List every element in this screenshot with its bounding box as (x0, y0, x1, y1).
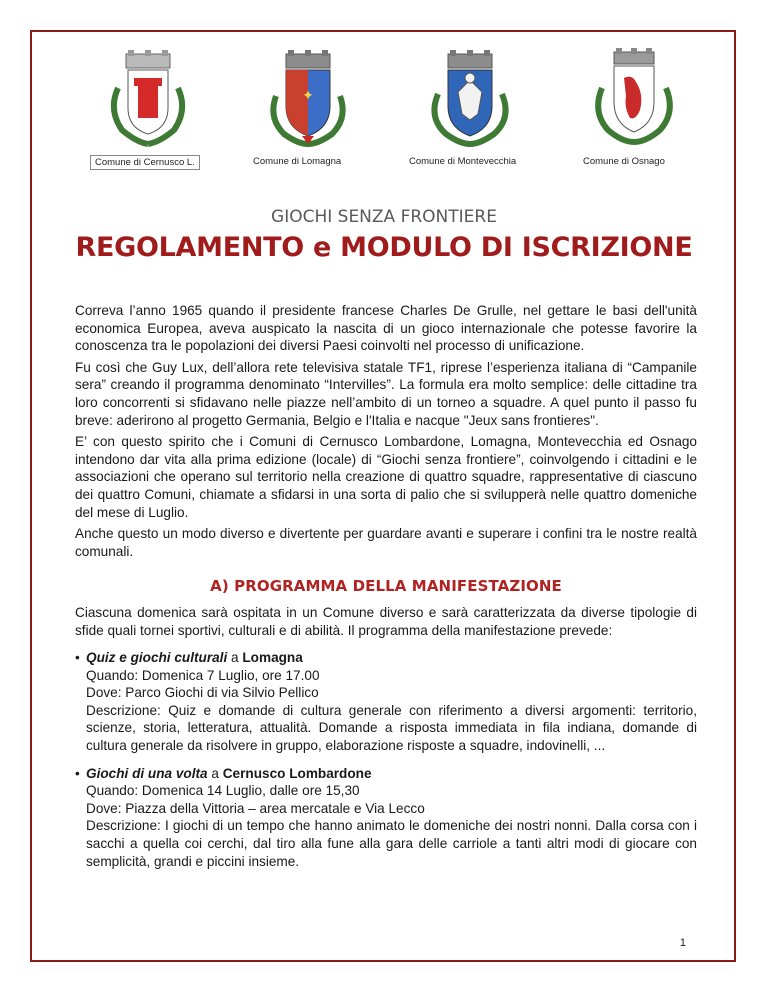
crest-lomagna (253, 48, 363, 148)
event-name: Giochi di una volta (86, 765, 208, 781)
section-heading-programma: A) PROGRAMMA DELLA MANIFESTAZIONE (210, 577, 562, 596)
crest-montevecchia (415, 48, 525, 148)
lomagna-shield-icon (260, 48, 356, 148)
municipal-crests (79, 48, 689, 170)
crest-label-montevecchia: Comune di Montevecchia (404, 154, 521, 169)
intro-paragraph: Fu così che Guy Lux, dell’allora rete televisiva statale TF1, riprese l’esperienza italiana di “Campanile sera” creando il programma denominato “Intervilles”. La formula era molto semplice: delle cittadine tra loro concorrenti si sfidavano nelle piazze nell’ambito di un torneo a squadre. A quel punto il passo fu breve: aderirono al progetto Germania, Belgio e l'Italia e nacque "Jeux sans frontieres". (75, 359, 697, 428)
event-town: Lomagna (242, 650, 303, 666)
intro-paragraph: Anche questo un modo diverso e divertente per guardare avanti e superare i confini tra le nostre realtà comunali. (75, 526, 697, 559)
crest-cernusco (93, 48, 203, 148)
crest-label-cernusco: Comune di Cernusco L. (90, 155, 200, 170)
crest-label-lomagna: Comune di Lomagna (248, 154, 346, 169)
crest-osnago (579, 48, 689, 148)
crest-label-osnago: Comune di Osnago (578, 154, 670, 169)
event-item (75, 649, 697, 755)
event-connector: a (227, 650, 243, 666)
intro-paragraph: Correva l’anno 1965 quando il presidente francese Charles De Grulle, nel gettare le basi dell'unità economica Europea, aveva auspicato la nascita di un gioco internazionale che potesse favorire la conoscenza tra le popolazioni dei diversi Paesi coinvolti nel processo di unificazione. (75, 303, 697, 354)
section-intro: Ciascuna domenica sarà ospitata in un Comune diverso e sarà caratterizzata da diverse tipologie di sfide quali tornei sportivi, culturali e di abilità. Il programma della manifestazione prevede: (75, 604, 697, 638)
event-when: Quando: Domenica 7 Luglio, ore 17.00 (86, 667, 320, 683)
montevecchia-shield-icon (422, 48, 518, 148)
cernusco-shield-icon (100, 48, 196, 148)
event-where: Dove: Parco Giochi di via Silvio Pellico (86, 685, 319, 701)
event-town: Cernusco Lombardone (222, 765, 372, 781)
event-name: Quiz e giochi culturali (86, 650, 228, 666)
osnago-shield-icon (586, 48, 682, 148)
document-body (75, 302, 697, 870)
event-when: Quando: Domenica 14 Luglio, dalle ore 15,30 (86, 783, 360, 799)
page-number: 1 (679, 937, 686, 949)
event-connector: a (207, 765, 223, 781)
event-item (75, 765, 697, 871)
event-where: Dove: Piazza della Vittoria – area mercatale e Via Lecco (86, 800, 425, 816)
bullet-icon: • (75, 650, 80, 666)
svg-text:✦: ✦ (302, 88, 314, 104)
document-title: REGOLAMENTO e MODULO DI ISCRIZIONE (75, 232, 693, 263)
event-description: Descrizione: Quiz e domande di cultura generale con riferimento a diversi argomenti: territorio, scienze, storia, letteratura, attualità. Domande a risposta immediata in fila indiana, domande di cultura generale da risolvere in gruppo, elaborazione risposte a squadre, indovinelli, ... (86, 702, 697, 754)
bullet-icon: • (75, 765, 80, 781)
document-subtitle: GIOCHI SENZA FRONTIERE (271, 207, 497, 227)
event-description: Descrizione: I giochi di un tempo che hanno animato le domeniche dei nostri nonni. Dalla corsa con i sacchi a quella coi cerchi, dal tiro alla fune alla gara delle carriole a tanti altri modi di giocare con semplicità, grandi e piccini insieme. (86, 818, 697, 869)
intro-paragraph: E’ con questo spirito che i Comuni di Cernusco Lombardone, Lomagna, Montevecchia ed Osnago intendono dar vita alla prima edizione (locale) di “Giochi senza frontiere”, coinvolgendo i cittadini e le associazioni che operano sul territorio nella creazione di quattro squadre, rappresentative di ciascuno dei quattro Comuni, chiamate a sfidarsi in una sorta di palio che si svilupperà nelle quattro domeniche del mese di Luglio. (75, 434, 697, 520)
